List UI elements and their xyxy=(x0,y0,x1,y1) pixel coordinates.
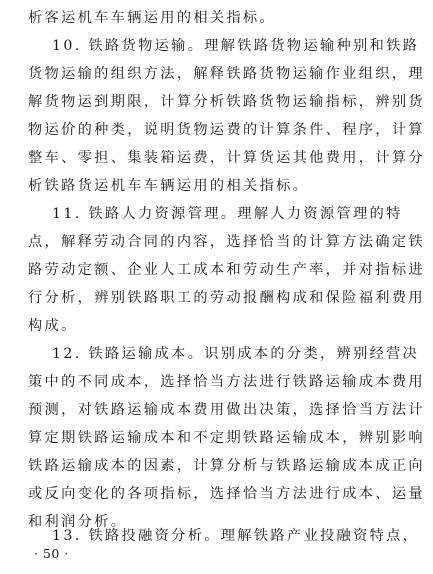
text-line: 货物运输的组织方法，解释铁路货物运输作业组织，理 xyxy=(28,66,425,82)
text-line: 铁路运输成本的因素，计算分析与铁路运输成本成正向 xyxy=(28,458,425,474)
text-line: 点，解释劳动合同的内容，选择恰当的计算方法确定铁 xyxy=(28,234,425,250)
text-line: 析客运机车车辆运用的相关指标。 xyxy=(28,10,277,26)
text-line: 预测，对铁路运输成本费用做出决策，选择恰当方法计 xyxy=(28,402,425,418)
text-line: 构成。 xyxy=(28,318,78,334)
section-10-heading-line: 10. 铁路货物运输。理解铁路货物运输种别和铁路 xyxy=(52,38,420,54)
section-12-heading-line: 12. 铁路运输成本。识别成本的分类，辨别经营决 xyxy=(52,346,420,362)
text-line: 析铁路货运机车车辆运用的相关指标。 xyxy=(28,178,310,194)
text-line: 算定期铁路运输成本和不定期铁路运输成本，辨别影响 xyxy=(28,430,425,446)
page-number: · 50 · xyxy=(34,546,69,561)
text-line: 物运价的种类，说明货物运费的计算条件、程序，计算 xyxy=(28,122,425,138)
text-line: 整车、零担、集装箱运费，计算货运其他费用，计算分 xyxy=(28,150,425,166)
text-line: 和利润分析。 xyxy=(28,514,128,530)
text-line: 路劳动定额、企业人工成本和劳动生产率，并对指标进 xyxy=(28,262,425,278)
text-line: 或反向变化的各项指标，选择恰当方法进行成本、运量 xyxy=(28,486,425,502)
section-11-heading-line: 11. 铁路人力资源管理。理解人力资源管理的特 xyxy=(52,206,403,222)
text-line: 行分析，辨别铁路职工的劳动报酬构成和保险福利费用 xyxy=(28,290,425,306)
text-line: 解货物运到期限，计算分析铁路货物运输指标，辨别货 xyxy=(28,94,425,110)
text-line: 策中的不同成本，选择恰当方法进行铁路运输成本费用 xyxy=(28,374,425,390)
section-13-heading-line: 13. 铁路投融资分析。理解铁路产业投融资特点， xyxy=(52,528,420,544)
